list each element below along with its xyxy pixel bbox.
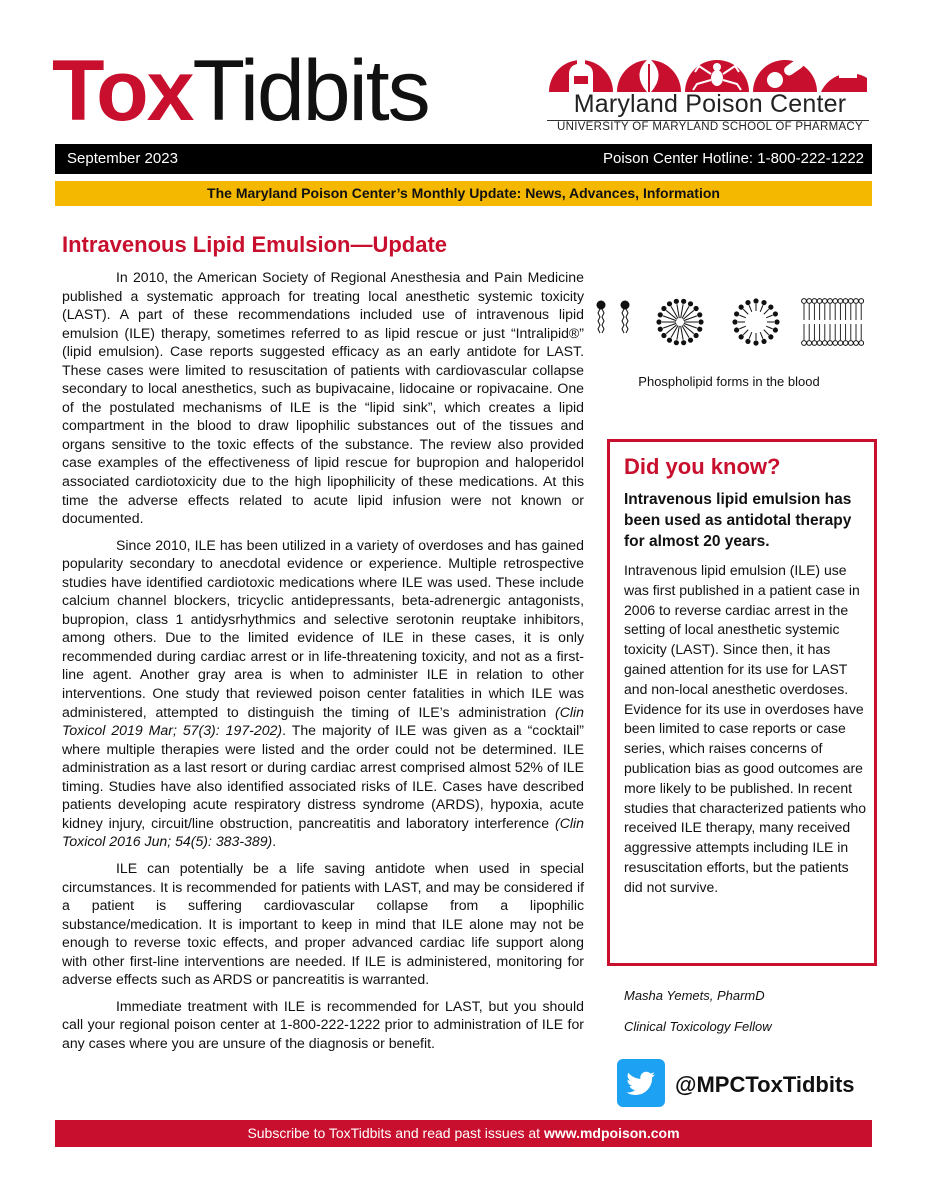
brand-tox: Tox [52, 43, 193, 139]
twitter-handle[interactable]: @MPCToxTidbits [675, 1072, 855, 1097]
article-headline: Intravenous Lipid Emulsion—Update [62, 232, 448, 257]
brand-tidbits: Tidbits [192, 43, 429, 139]
toxtidbits-logo [52, 43, 429, 139]
footer-bar [55, 1120, 872, 1147]
bilayer-shape [802, 299, 864, 346]
maryland-poison-center-logo [547, 48, 867, 92]
twitter-bird-icon[interactable] [617, 1059, 665, 1107]
article-text: Since 2010, ILE has been utilized in a variety of overdoses and has gained popularity secondary to anecdotal evidence or experience. Multiple retrospective studies have identified cardiotoxic medications where ILE was used. These include calcium channel blockers, tricyclic antidepressants, beta-adrenergic antagonists, bupropion, class 1 antidysrhythmics and selective serotonin reuptake inhibitors, among others. Due to the limited evidence of ILE in these cases, it is only recommended during cardiac arrest or in life-threatening toxicity, and not as a first-line agent. Another gray area is when to administer ILE in relation to other interventions. One study that reviewed poison center fatalities in which ILE was administered, attempted to distinguish the timing of ILE’s administration [62, 536, 584, 720]
did-you-know-subtitle: Intravenous lipid emulsion has been used as antidotal therapy for almost 20 years. [624, 491, 852, 550]
footer-link[interactable]: www.mdpoison.com [543, 1125, 680, 1141]
footer-text: Subscribe to ToxTidbits and read past issues at [247, 1125, 544, 1141]
did-you-know-box [607, 439, 877, 966]
issue-bar [55, 144, 872, 174]
issue-date: September 2023 [67, 150, 178, 167]
article-paragraph: Immediate treatment with ILE is recommended for LAST, but you should call your regional poison center at 1-800-222-1222 prior to administration of ILE for any cases where you are unsure of the diagnosis or benefit. [62, 997, 584, 1051]
article-paragraph: In 2010, the American Society of Regional Anesthesia and Pain Medicine published a systematic approach for treating local anesthetic systemic toxicity (LAST). A part of these recommendations included use of intravenous lipid emulsion (ILE) therapy, sometimes referred to as lipid rescue or just “Intralipid®” (lipid emulsion). Case reports suggested efficacy as an early antidote for LAST. These cases were limited to resuscitation of patients with cardiovascular collapse secondary to local anesthetics, such as bupivacaine, lidocaine or ropivacaine. One of the postulated mechanisms of ILE is the “lipid sink”, which creates a lipid compartment in the blood to draw lipophilic substances out of the tissues and organs sensitive to the toxic effects of the substance. The review also provided case examples of the effectiveness of lipid rescue for bupropion and haloperidol associated cardiotoxicity due to the high lipophilicity of these medications. At this time the adverse effects related to acute lipid infusion were not known or documented. [62, 269, 584, 527]
micelle-shape [656, 299, 703, 346]
org-name: Maryland Poison Center [573, 90, 847, 118]
citation: (Clin Toxicol 2019 Mar; 57(3): 197-202) [62, 703, 584, 739]
did-you-know-title: Did you know? [624, 454, 781, 479]
article-text: . [272, 833, 277, 850]
figure-caption: Phospholipid forms in the blood [638, 374, 820, 389]
article-text: . The majority of ILE was given as a “cocktail” where multiple therapies were listed and the order could not be determined. ILE administration as a last resort or during cardiac arrest comprised almost 52% of ILE timing. Studies have also identified associated risks of ILE. Cases have described patients developing acute respiratory distress syndrome (ARDS), hypoxia, acute kidney injury, circuit/line obstruction, pancreatitis and laboratory interference [62, 722, 584, 831]
author-name: Masha Yemets, PharmD [624, 988, 765, 1003]
article-paragraph: ILE can potentially be a life saving antidote when used in special circumstances. It is recommended for patients with LAST, and may be considered if a patient is suffering cardiovascular collapse from a lipophilic substance/medication. It is important to keep in mind that ILE alone may not be enough to reverse toxic effects, and proper advanced cardiac life support along with other first-line interventions are needed. If ILE is administered, monitoring for adverse effects such as ARDS or pancreatitis is warranted. [62, 859, 584, 988]
phospholipid-diagram [594, 296, 864, 348]
author-title: Clinical Toxicology Fellow [624, 1019, 772, 1034]
hotline-number: Poison Center Hotline: 1-800-222-1222 [603, 150, 864, 167]
liposome-shape [732, 298, 779, 345]
org-school: UNIVERSITY OF MARYLAND SCHOOL OF PHARMACY [556, 121, 864, 133]
did-you-know-body: Intravenous lipid emulsion (ILE) use was first published in a patient case in 2006 to reverse cardiac arrest in the setting of local anesthetic systemic toxicity (LAST). Since then, it has gained attention for its use for LAST and non-local anesthetic overdoses. Evidence for its use in overdoses have been limited to case reports or case series, which raises concerns of publication bias as good outcomes are more likely to be published. In recent studies that characterized patients who received ILE therapy, many received aggressive attempts including ILE in resuscitation efforts, but the patients did not survive. [624, 562, 867, 895]
article-paragraph [62, 536, 584, 851]
citation: (Clin Toxicol 2016 Jun; 54(5): 383-389) [62, 814, 584, 850]
article-body [62, 268, 584, 1060]
tagline-bar: The Maryland Poison Center’s Monthly Update: News, Advances, Information [55, 181, 872, 206]
